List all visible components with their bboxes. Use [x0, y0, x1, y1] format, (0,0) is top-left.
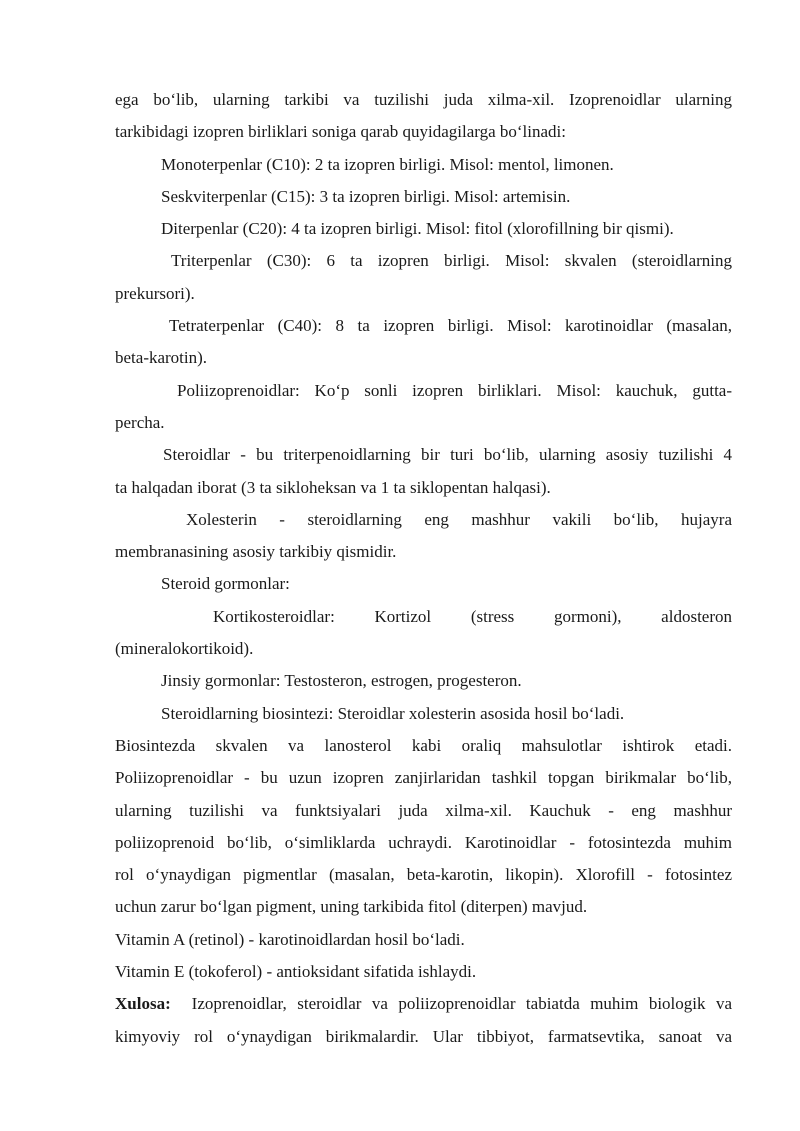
paragraph-line: ega bo‘lib, ularning tarkibi va tuzilishi juda xilma-xil. Izoprenoidlar ularning — [115, 90, 732, 109]
paragraph-vitamin-a: Vitamin A (retinol) - karotinoidlardan hosil bo‘ladi. — [115, 929, 465, 949]
list-item-tetraterpenes: Tetraterpenlar (C40): 8 ta izopren birligi. Misol: karotinoidlar (masalan, — [169, 316, 732, 336]
paragraph-line: beta-karotin). — [115, 348, 208, 368]
paragraph-line: percha. — [115, 412, 165, 432]
paragraph-line: tarkibidagi izopren birliklari soniga qarab quyidagilarga bo‘linadi: — [115, 122, 566, 142]
list-item-polyisoprenoids: Poliizoprenoidlar: Ko‘p sonli izopren birliklari. Misol: kauchuk, gutta- — [177, 380, 732, 400]
paragraph-line: ta halqadan iborat (3 ta sikloheksan va 1 ta siklopentan halqasi). — [115, 477, 551, 497]
paragraph-line: uchun zarur bo‘lgan pigment, uning tarkibida fitol (diterpen) mavjud. — [115, 897, 588, 917]
conclusion-label: Xulosa: — [115, 994, 171, 1014]
conclusion-line: kimyoviy rol o‘ynaydigan birikmalardir. Ular tibbiyot, farmatsevtika, sanoat va — [115, 1026, 732, 1046]
list-item-triterpenes: Triterpenlar (C30): 6 ta izopren birligi. Misol: skvalen (steroidlarning — [171, 251, 732, 271]
paragraph-vitamin-e: Vitamin E (tokoferol) - antioksidant sifatida ishlaydi. — [115, 962, 477, 982]
paragraph-line: (mineralokortikoid). — [115, 639, 254, 659]
conclusion-text: Izoprenoidlar, steroidlar va poliizoprenoidlar tabiatda muhim biologik va — [191, 994, 732, 1014]
paragraph-line: rol o‘ynaydigan pigmentlar (masalan, beta-karotin, likopin). Xlorofill - fotosintez — [115, 865, 732, 885]
paragraph-steroids: Steroidlar - bu triterpenoidlarning bir turi bo‘lib, ularning asosiy tuzilishi 4 — [163, 445, 732, 465]
list-item-sex-hormones: Jinsiy gormonlar: Testosteron, estrogen, progesteron. — [161, 671, 522, 691]
conclusion-line — [115, 988, 732, 1020]
paragraph-cholesterol: Xolesterin - steroidlarning eng mashhur vakili bo‘lib, hujayra — [186, 509, 732, 529]
paragraph-line: prekursori). — [115, 283, 195, 303]
paragraph-polyisoprenoids: Poliizoprenoidlar - bu uzun izopren zanjirlaridan tashkil topgan birikmalar bo‘lib, — [115, 768, 732, 788]
document-page — [115, 84, 732, 1053]
list-item-sesquiterpenes: Seskviterpenlar (C15): 3 ta izopren birligi. Misol: artemisin. — [161, 186, 571, 206]
section-steroid-hormones: Steroid gormonlar: — [161, 574, 290, 594]
list-item-monoterpenes: Monoterpenlar (C10): 2 ta izopren birligi. Misol: mentol, limonen. — [161, 154, 614, 174]
list-item-diterpenes: Diterpenlar (C20): 4 ta izopren birligi. Misol: fitol (xlorofillning bir qismi). — [161, 219, 674, 239]
paragraph-biosynthesis: Steroidlarning biosintezi: Steroidlar xolesterin asosida hosil bo‘ladi. — [161, 703, 625, 723]
list-item-corticosteroids: Kortikosteroidlar: Kortizol (stress gormoni), aldosteron — [213, 606, 732, 626]
paragraph-line: ularning tuzilishi va funktsiyalari juda xilma-xil. Kauchuk - eng mashhur — [115, 800, 732, 820]
paragraph-line: membranasining asosiy tarkibiy qismidir. — [115, 542, 397, 562]
paragraph-line: Biosintezda skvalen va lanosterol kabi oraliq mahsulotlar ishtirok etadi. — [115, 735, 732, 755]
paragraph-line: poliizoprenoid bo‘lib, o‘simliklarda uchraydi. Karotinoidlar - fotosintezda muhim — [115, 832, 732, 852]
